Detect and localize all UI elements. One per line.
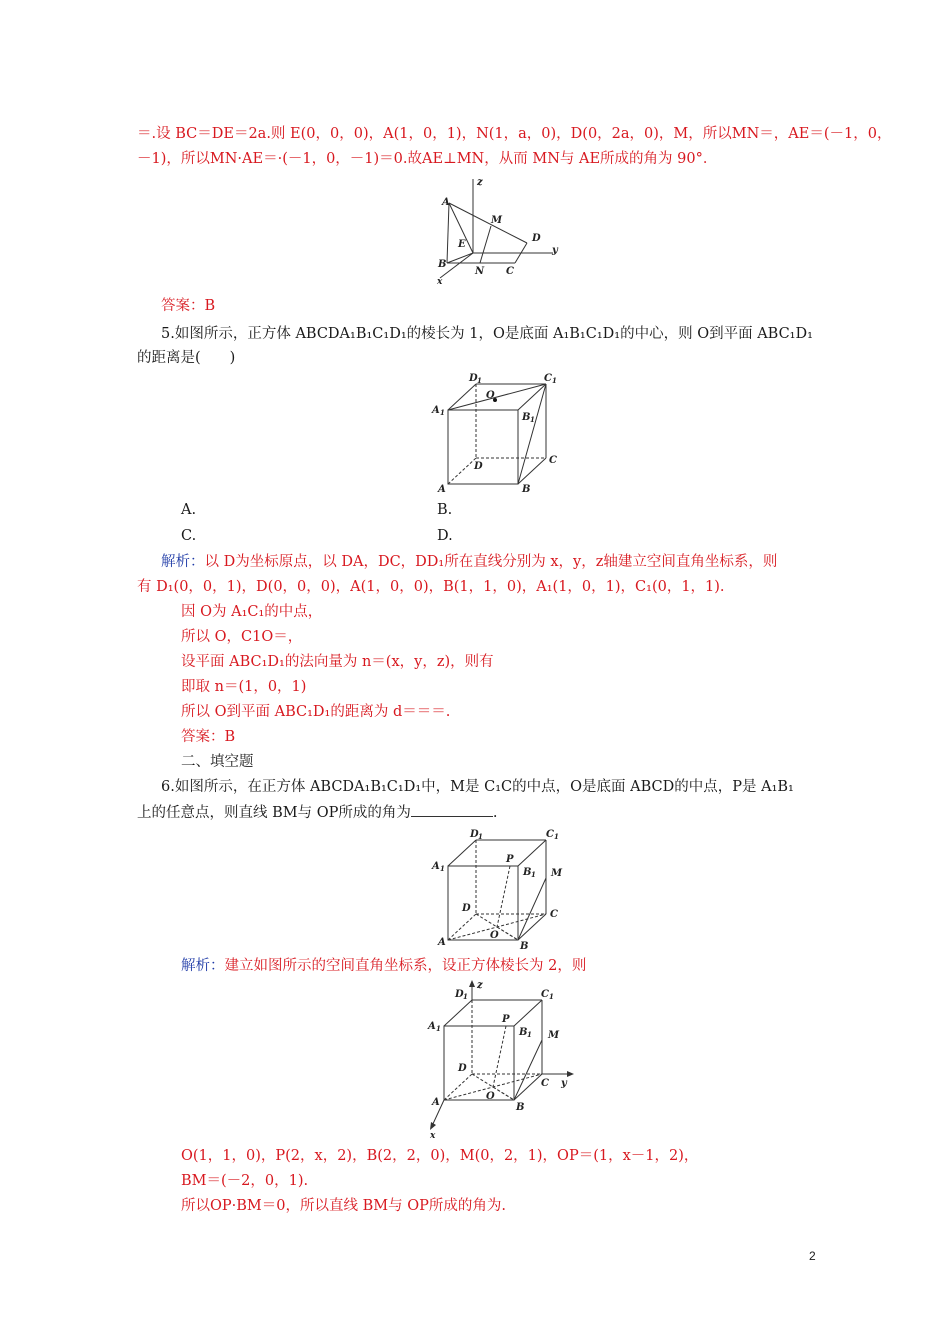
subscript: 1 bbox=[478, 832, 483, 841]
solution-6-line: 所以OP·BM＝0，所以直线 BM与 OP所成的角为. bbox=[181, 1198, 506, 1214]
option-d: D. bbox=[437, 528, 453, 544]
point-label: A bbox=[432, 405, 440, 416]
point-label: A bbox=[432, 861, 440, 872]
point-label: A bbox=[438, 484, 446, 495]
point-label: D bbox=[474, 461, 483, 472]
point-label: C bbox=[550, 909, 558, 920]
text-line: ＝.设 BC＝DE＝2a.则 E(0，0，0)，A(1，0，1)，N(1，a，0)，D(0，2a，0)，M，所以MN＝，AE＝(－1，0， bbox=[137, 126, 892, 142]
solution-5-line bbox=[161, 552, 777, 572]
answer: 答案：B bbox=[161, 298, 216, 314]
figure-tetrahedron bbox=[425, 173, 570, 288]
point-label: E bbox=[458, 239, 466, 250]
axis-label: z bbox=[477, 980, 483, 991]
answer: 答案：B bbox=[181, 729, 236, 745]
point-label: B bbox=[519, 1027, 528, 1038]
point-label: D bbox=[532, 233, 541, 244]
question-6-text: 上的任意点，则直线 BM与 OP所成的角为 bbox=[137, 805, 411, 821]
point-label: B bbox=[516, 1102, 525, 1113]
subscript: 1 bbox=[552, 376, 557, 385]
question-6-cont bbox=[137, 802, 497, 823]
point-label: O bbox=[486, 1091, 495, 1102]
point-label: B bbox=[523, 867, 532, 878]
solution-5-line: 因 O为 A₁C₁的中点， bbox=[181, 604, 323, 620]
point-label: D bbox=[470, 829, 479, 840]
subscript: 1 bbox=[530, 415, 535, 424]
point-label: C bbox=[506, 266, 514, 277]
subscript: 1 bbox=[440, 864, 445, 873]
point-label: B bbox=[438, 259, 447, 270]
solution-5-line: 所以 O到平面 ABC₁D₁的距离为 d＝＝＝. bbox=[181, 704, 451, 720]
point-label: A bbox=[432, 1097, 440, 1108]
point-label: C bbox=[541, 989, 549, 1000]
subscript: 1 bbox=[436, 1024, 441, 1033]
point-label: P bbox=[506, 854, 514, 865]
subscript: 1 bbox=[549, 992, 554, 1001]
section-title: 二、填空题 bbox=[181, 754, 254, 770]
solution-text: 以 D为坐标原点，以 DA，DC，DD₁所在直线分别为 x，y，z轴建立空间直角坐标系，则 bbox=[204, 554, 778, 570]
question-6: 6.如图所示，在正方体 ABCDA₁B₁C₁D₁中，M是 C₁C的中点，O是底面 ABCD的中点，P是 A₁B₁ bbox=[161, 779, 794, 795]
option-c: C. bbox=[181, 528, 197, 544]
point-label: C bbox=[546, 829, 554, 840]
subscript: 1 bbox=[463, 992, 468, 1001]
point-label: C bbox=[549, 455, 557, 466]
subscript: 1 bbox=[527, 1030, 532, 1039]
point-label: N bbox=[475, 266, 485, 277]
solution-6-line: O(1，1，0)，P(2，x，2)，B(2，2，0)，M(0，2，1)，OP＝(1，x－1，2)， bbox=[181, 1148, 699, 1164]
option-b: B. bbox=[437, 502, 453, 518]
point-label: O bbox=[490, 930, 499, 941]
point-label: C bbox=[541, 1078, 549, 1089]
solution-5-line: 即取 n＝(1，0，1) bbox=[181, 679, 307, 695]
figure-cube-3 bbox=[420, 980, 580, 1140]
point-label: M bbox=[551, 868, 563, 879]
point-label: B bbox=[522, 484, 531, 495]
point-label: A bbox=[428, 1021, 436, 1032]
axis-label: x bbox=[430, 1131, 436, 1140]
point-label: O bbox=[486, 390, 495, 401]
point-label: D bbox=[469, 373, 478, 384]
solution-5-line: 所以 O，C1O＝， bbox=[181, 629, 303, 645]
axis-label: y bbox=[552, 245, 558, 256]
solution-6-line: BM＝(－2，0，1). bbox=[181, 1173, 309, 1189]
axis-label: x bbox=[437, 277, 443, 287]
point-label: D bbox=[455, 989, 464, 1000]
point-label: M bbox=[548, 1030, 560, 1041]
figure-cube-2 bbox=[428, 822, 573, 952]
point-label: P bbox=[502, 1014, 510, 1025]
question-5: 5.如图所示，正方体 ABCDA₁B₁C₁D₁的棱长为 1，O是底面 A₁B₁C₁D₁的中心，则 O到平面 ABC₁D₁ bbox=[161, 326, 813, 342]
point-label: B bbox=[522, 412, 531, 423]
point-label: C bbox=[544, 373, 552, 384]
solution-5-line: 有 D₁(0，0，1)，D(0，0，0)，A(1，0，0)，B(1，1，0)，A₁(1，0，1)，C₁(0，1，1). bbox=[137, 579, 725, 595]
question-5-cont: 的距离是( ) bbox=[137, 350, 236, 366]
subscript: 1 bbox=[477, 376, 482, 385]
subscript: 1 bbox=[554, 832, 559, 841]
option-a: A. bbox=[181, 502, 197, 518]
solution-6-line bbox=[181, 956, 586, 976]
point-label: D bbox=[462, 903, 471, 914]
axis-label: y bbox=[561, 1078, 567, 1089]
solution-label: 解析： bbox=[181, 958, 225, 974]
point-label: B bbox=[520, 941, 529, 952]
subscript: 1 bbox=[531, 870, 536, 879]
point-label: D bbox=[458, 1063, 467, 1074]
point-label: A bbox=[438, 937, 446, 948]
text-line: －1)，所以MN·AE＝·(－1，0，－1)＝0.故AE⊥MN，从而 MN与 AE所成的角为 90°． bbox=[137, 151, 718, 167]
solution-5-line: 设平面 ABC₁D₁的法向量为 n＝(x，y，z)，则有 bbox=[181, 654, 494, 670]
axis-label: z bbox=[477, 177, 483, 188]
solution-label: 解析： bbox=[161, 554, 205, 570]
subscript: 1 bbox=[440, 408, 445, 417]
point-label: A bbox=[442, 197, 450, 208]
answer-blank bbox=[411, 802, 493, 817]
page-number: 2 bbox=[809, 1249, 816, 1263]
solution-text: 建立如图所示的空间直角坐标系，设正方体棱长为 2，则 bbox=[224, 958, 587, 974]
figure-cube-1 bbox=[428, 370, 568, 498]
point-label: M bbox=[491, 215, 503, 226]
question-6-end: . bbox=[492, 805, 498, 821]
